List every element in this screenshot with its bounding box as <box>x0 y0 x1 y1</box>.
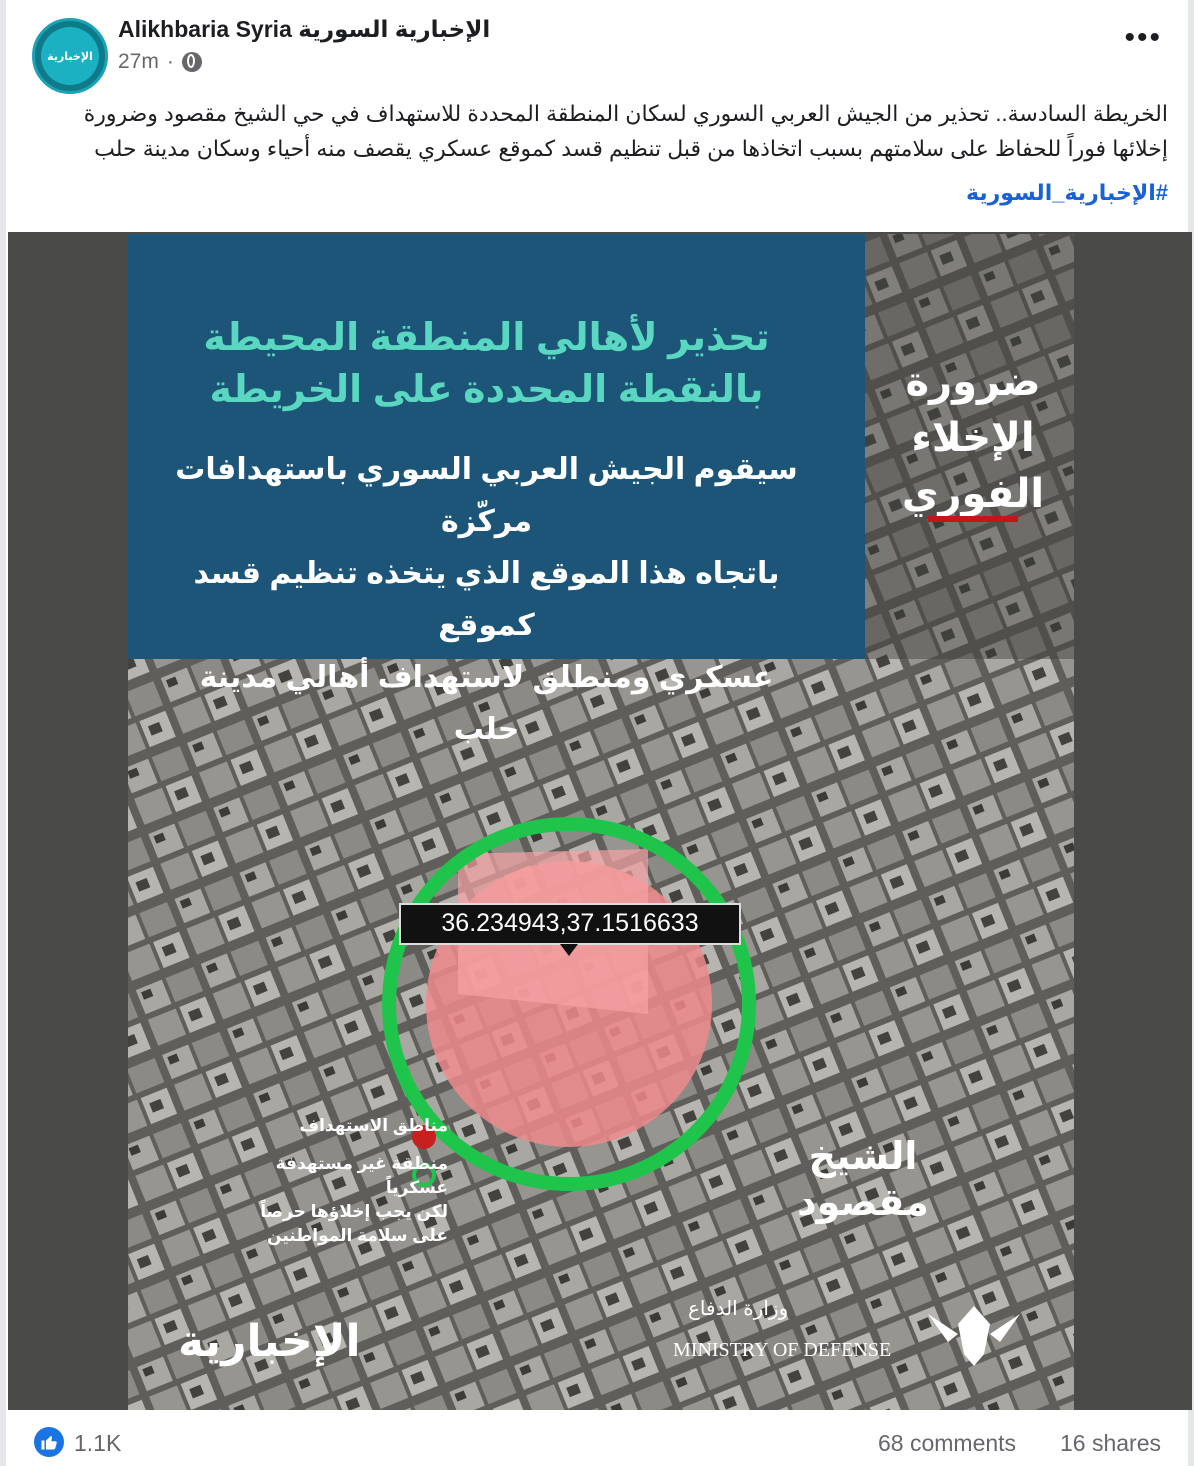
post-footer <box>6 1414 1188 1466</box>
legend-nontarget-note: على سلامة المواطنين <box>267 1226 448 1245</box>
warning-body <box>168 444 805 756</box>
comments-count[interactable]: 68 comments <box>878 1430 1017 1456</box>
page-name[interactable]: Alikhbaria Syria الإخبارية السورية <box>118 16 491 42</box>
side-line: ضرورة <box>905 360 1041 404</box>
evacuation-title <box>888 354 1058 522</box>
globe-icon <box>182 52 202 72</box>
map-legend <box>248 1114 448 1248</box>
post-image[interactable] <box>8 232 1192 1410</box>
coordinates-label: 36.234943,37.1516633 <box>441 909 699 937</box>
neighborhood-label <box>768 1134 958 1226</box>
shares-count[interactable]: 16 shares <box>1060 1430 1162 1456</box>
body-line: باتجاه هذا الموقع الذي يتخذه تنظيم قسد كموقع <box>193 557 780 642</box>
meta-separator: · <box>166 50 174 73</box>
body-line: عسكري ومنطلق لاستهداف أهالي مدينة حلب <box>199 661 774 746</box>
warning-panel <box>128 234 865 746</box>
body-line: سيقوم الجيش العربي السوري باستهدافات مركّزة <box>175 453 798 538</box>
headline-line: تحذير لأهالي المنطقة المحيطة <box>203 317 770 359</box>
hashtag-link[interactable]: #الإخبارية_السورية <box>965 180 1168 205</box>
post-time[interactable]: 27m <box>118 50 159 73</box>
post-card <box>6 0 1188 1466</box>
reaction-count[interactable]: 1.1K <box>74 1430 122 1456</box>
legend-nontarget-note: لكن يجب إخلاؤها حرصاً <box>260 1202 448 1221</box>
side-line: الفوري <box>901 472 1045 516</box>
avatar-logo: الإخبارية <box>41 27 99 85</box>
headline-line: بالنقطة المحددة على الخريطة <box>209 369 764 411</box>
alikhbaria-logo: الإخبارية <box>178 1317 361 1366</box>
post-text: الخريطة السادسة.. تحذير من الجيش العربي السوري لسكان المنطقة المحددة للاستهداف في حي الشيخ مقصود وضرورة إخلائها فوراً للحفاظ على سلامتهم بسبب اتخاذها من قبل تنظيم قسد كموقع عسكري يقصف منه أحياء وسكان مدينة حلب <box>83 101 1168 161</box>
ministry-name-ar: وزارة الدفاع <box>688 1298 789 1320</box>
ministry-name-en: MINISTRY OF DEFENSE <box>673 1339 892 1361</box>
like-icon[interactable] <box>34 1427 64 1457</box>
page-avatar[interactable] <box>32 18 108 94</box>
legend-nontarget: منطقة غير مستهدفة عسكرياً <box>275 1154 448 1197</box>
neighborhood-line: مقصود <box>797 1182 929 1224</box>
legend-target: مناطق الاستهداف <box>299 1116 448 1135</box>
post-meta <box>118 50 202 74</box>
map-graphic <box>128 234 1074 1410</box>
red-underline <box>928 516 1018 522</box>
side-line: الإخلاء <box>911 416 1035 460</box>
warning-headline <box>168 312 805 416</box>
neighborhood-line: الشيخ <box>808 1136 918 1178</box>
more-options-button[interactable]: ••• <box>1124 21 1162 54</box>
